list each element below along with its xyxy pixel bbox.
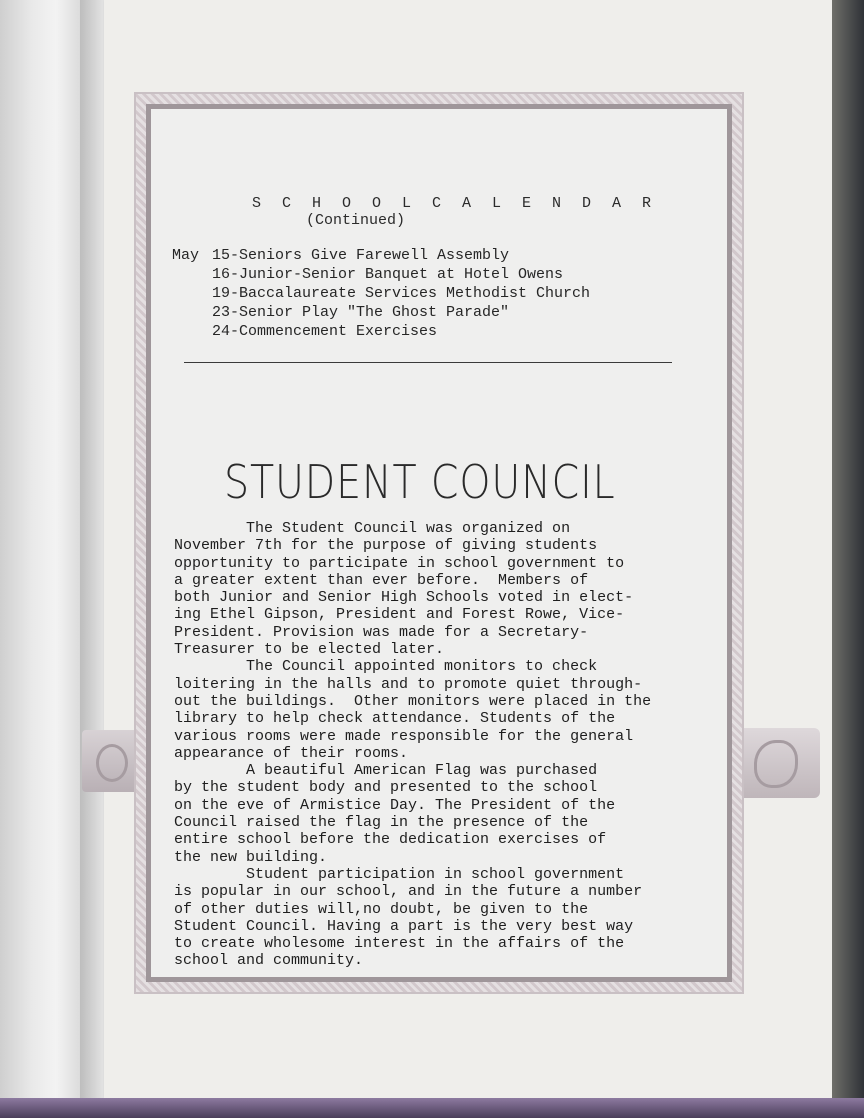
book-bottom-edge [0,1098,864,1118]
calendar-event [172,265,590,284]
article-line: ing Ethel Gipson, President and Forest Rowe, Vice- [174,606,625,624]
article-line: is popular in our school, and in the future a number [174,883,643,901]
article-line: library to help check attendance. Students of the [174,710,616,728]
book-cover-edge [832,0,864,1118]
calendar-month: May [172,247,200,264]
article-line: appearance of their rooms. [174,744,409,762]
calendar-title: S C H O O L C A L E N D A R [252,195,658,212]
article-line: various rooms were made responsible for the general [174,727,634,745]
article-line: of other duties will,no doubt, be given to the [174,900,589,918]
article-line: loitering in the halls and to promote quiet through- [174,675,643,693]
calendar-event-text: 15-Seniors Give Farewell Assembly [212,247,510,264]
article-line: November 7th for the purpose of giving students [174,537,598,555]
article-line: entire school before the dedication exercises of [174,831,607,849]
article-line: a greater extent than ever before. Members of [174,571,589,589]
article-line: Student Council. Having a part is the very best way [174,917,634,935]
article-line: The Student Council was organized on [174,520,571,537]
frame-ornament-left-icon [82,730,134,792]
article-line: school and community. [174,952,364,970]
council-heading: STUDENT COUNCIL [224,455,616,509]
article-line: the new building. [174,848,328,866]
article-line: Student participation in school government [174,865,625,883]
article-line: to create wholesome interest in the affairs of the [174,935,625,953]
article-line: A beautiful American Flag was purchased [174,762,598,780]
calendar-event [172,246,590,265]
article-line: Council raised the flag in the presence of the [174,814,589,832]
calendar-event-text: 23-Senior Play "The Ghost Parade" [212,304,510,321]
article-line: opportunity to participate in school government to [174,554,625,572]
article-line: both Junior and Senior High Schools voted in elect- [174,589,634,607]
article-line: President. Provision was made for a Secretary- [174,623,589,641]
calendar-subtitle: (Continued) [306,212,406,229]
council-article [174,520,722,970]
calendar-event-list [172,246,590,341]
calendar-event-text: 16-Junior-Senior Banquet at Hotel Owens [212,266,564,283]
frame-ornament-right-icon [740,728,820,798]
calendar-event-text: 24-Commencement Exercises [212,323,438,340]
calendar-event [172,322,590,341]
book-page-edge [0,0,80,1118]
section-divider [184,362,672,363]
calendar-event [172,303,590,322]
article-line: out the buildings. Other monitors were placed in the [174,692,652,710]
calendar-event [172,284,590,303]
article-line: The Council appointed monitors to check [174,658,598,676]
article-line: by the student body and presented to the school [174,779,598,797]
article-line: Treasurer to be elected later. [174,641,445,659]
calendar-event-text: 19-Baccalaureate Services Methodist Church [212,285,591,302]
article-line: on the eve of Armistice Day. The President of the [174,796,616,814]
